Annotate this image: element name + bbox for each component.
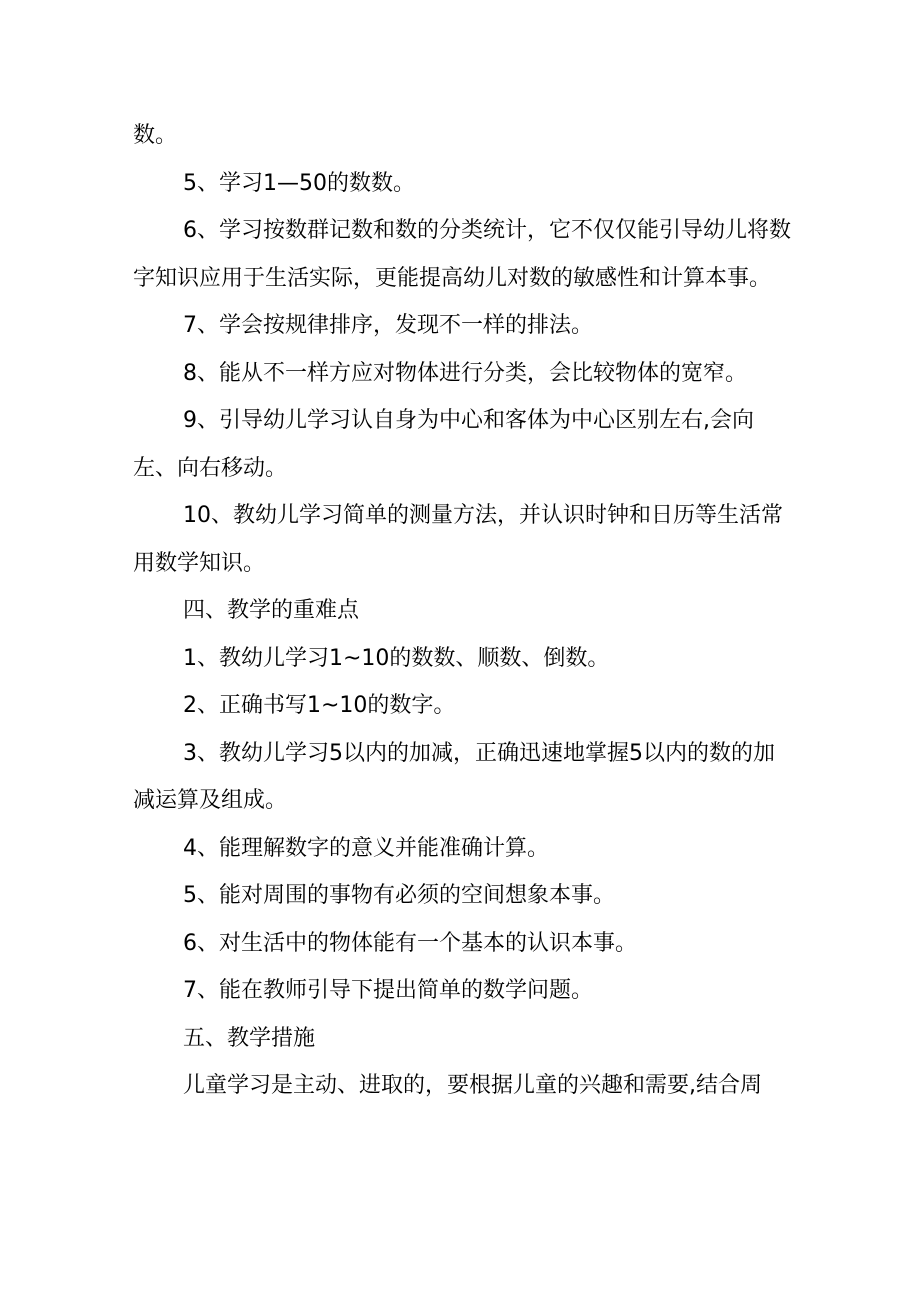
paragraph-keypoint-7: 7、能在教师引导下提出简单的数学问题。 bbox=[183, 978, 593, 1003]
paragraph-keypoint-1: 1、教幼儿学习1~10的数数、顺数、倒数。 bbox=[183, 645, 610, 671]
paragraph-item-6: 6、学习按数群记数和数的分类统计，它不仅仅能引导幼儿将数字知识应用于生活实际，更能提高幼儿对数的敏感性和计算本事。 bbox=[133, 218, 791, 291]
paragraph-keypoint-6: 6、对生活中的物体能有一个基本的认识本事。 bbox=[183, 930, 637, 956]
paragraph-continuation: 数。 bbox=[133, 123, 178, 148]
section-heading-measures: 五、教学措施 bbox=[183, 1025, 316, 1051]
section-heading-key-points: 四、教学的重难点 bbox=[183, 598, 360, 623]
paragraph-item-5: 5、学习1—50的数数。 bbox=[183, 170, 415, 196]
paragraph-item-9: 9、引导幼儿学习认自身为中心和客体为中心区别左右,会向左、向右移动。 bbox=[133, 408, 754, 481]
paragraph-item-7: 7、学会按规律排序，发现不一样的排法。 bbox=[183, 313, 593, 338]
paragraph-item-8: 8、能从不一样方应对物体进行分类，会比较物体的宽窄。 bbox=[183, 360, 747, 386]
paragraph-item-10: 10、教幼儿学习简单的测量方法，并认识时钟和日历等生活常用数学知识。 bbox=[133, 503, 783, 576]
paragraph-keypoint-5: 5、能对周围的事物有必须的空间想象本事。 bbox=[183, 883, 615, 908]
paragraph-keypoint-4: 4、能理解数字的意义并能准确计算。 bbox=[183, 835, 549, 861]
paragraph-keypoint-2: 2、正确书写1~10的数字。 bbox=[183, 693, 456, 718]
paragraph-measures-intro: 儿童学习是主动、进取的，要根据儿童的兴趣和需要,结合周 bbox=[183, 1073, 762, 1098]
document-body bbox=[133, 112, 795, 1110]
paragraph-keypoint-3: 3、教幼儿学习5以内的加减，正确迅速地掌握5以内的数的加减运算及组成。 bbox=[133, 740, 775, 813]
